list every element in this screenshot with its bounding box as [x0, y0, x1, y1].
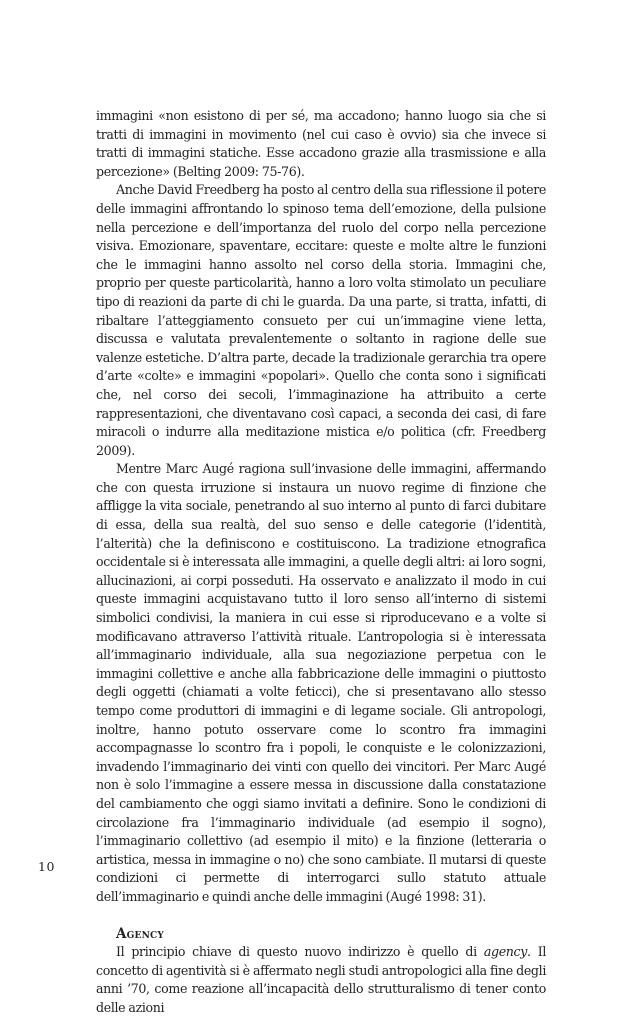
- paragraph-belting-quote: immagini «non esistono di per sé, ma accadono; hanno luogo sia che si tratti di immagini in movimento (nel cui caso è ovvio) sia che invece si tratti di immagini statiche. Esse accadono grazie alla trasmissione e alla percezione» (Belting 2009: 75-76).: [96, 108, 546, 179]
- agency-text-start: Il principio chiave di questo nuovo indirizzo è quello di: [116, 944, 484, 960]
- paragraph-auge: Mentre Marc Augé ragiona sull’invasione delle immagini, affermando che con questa irruzione si instaura un nuovo regime di finzione che affligge la vita sociale, penetrando al suo interno al punto di farci dubitare di essa, della sua realtà, del suo senso e delle categorie (l’identità, l’alterità) che la definiscono e costituiscono. La tradizione etnografica occidentale si è interessata alle immagini, a quelle degli altri: ai loro sogni, allucinazioni, ai corpi posseduti. Ha osservato e analizzato il modo in cui queste immagini acquistavano tutto il loro senso all’interno di sistemi simbolici condivisi, la maniera in cui esse si riproducevano e a volte si modificavano attraverso l’attività rituale. L’antropologia si è interessata all’immaginario individuale, alla sua negoziazione perpetua con le immagini collettive e anche alla fabbricazione delle immagini o piuttosto degli oggetti (chiamati a volte feticci), che si presentavano allo stesso tempo come produttori di immagini e di legame sociale. Gli antropologi, inoltre, hanno potuto osservare come lo scontro fra immagini accompagnasse lo scontro fra i popoli, le conquiste e le colonizzazioni, invadendo l’immaginario dei vinti con quello dei vincitori. Per Marc Augé non è solo l’immagine a essere messa in discussione dalla constatazione del cambiamento che oggi siamo invitati a definire. Sono le condizioni di circolazione fra l’immaginario individuale (ad esempio il sogno), l’immaginario collettivo (ad esempio il mito) e la finzione (letteraria o artistica, messa in immagine o no) che sono cambiate. Il mutarsi di queste condizioni ci permette di interrogarci sullo statuto attuale dell’immaginario e quindi anche delle immagini (Augé 1998: 31).: [96, 461, 546, 904]
- paragraph-freedberg: Anche David Freedberg ha posto al centro della sua riflessione il potere delle immagini affrontando lo spinoso tema dell’emozione, della pulsione nella percezione e dell’importanza del ruolo del corpo nella percezione visiva. Emozionare, spaventare, eccitare: queste e molte altre le funzioni che le immagini hanno assolto nel corso della storia. Immagini che, proprio per queste particolarità, hanno a loro volta stimolato un peculiare tipo di reazioni da parte di chi le guarda. Da una parte, si tratta, infatti, di ribaltare l’atteggiamento consueto per cui un’immagine viene letta, discussa e valutata prevalentemente o soltanto in ragione delle sue valenze estetiche. D’altra parte, decade la tradizionale gerarchia tra opere d’arte «colte» e immagini «popolari». Quello che conta sono i significati che, nel corso dei secoli, l’immaginazione ha attribuito a certe rappresentazioni, che diventavano così capaci, a seconda dei casi, di fare miracoli o indurre alla meditazione mistica e/o politica (cfr. Freedberg 2009).: [96, 182, 546, 458]
- section-heading-agency: Agency: [116, 925, 165, 942]
- paragraph-agency: [96, 943, 546, 1017]
- agency-italic-term: agency: [483, 944, 528, 960]
- page-number: 10: [38, 859, 55, 874]
- body-text: [96, 107, 546, 1018]
- agency-text-end: . Il concetto di agentività si è affermato negli studi antropologici alla fine degli anni ’70, come reazione all’incapacità dello strutturalismo di tener conto delle azioni: [96, 944, 546, 1015]
